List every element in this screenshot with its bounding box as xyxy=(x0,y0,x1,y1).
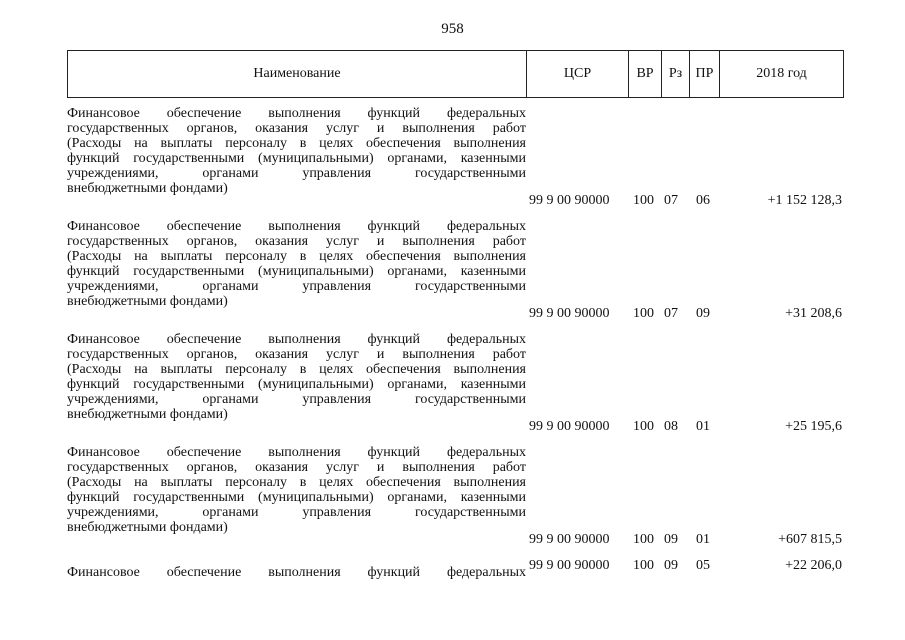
name-line: внебюджетными фондами) xyxy=(67,294,228,309)
row-amount: +1 152 128,3 xyxy=(767,193,842,208)
row-vr: 100 xyxy=(633,558,654,573)
name-line: Финансовое обеспечение выполнения функций федеральных xyxy=(67,106,526,121)
name-line: внебюджетными фондами) xyxy=(67,520,228,535)
row-codes xyxy=(67,558,844,573)
row-name xyxy=(67,106,526,196)
header-year: 2018 год xyxy=(756,66,807,81)
row-pr: 01 xyxy=(696,419,710,434)
name-line: учреждениями, органами управления государственными xyxy=(67,279,526,294)
row-pr: 05 xyxy=(696,558,710,573)
table-row xyxy=(67,332,844,434)
table-row xyxy=(67,106,844,208)
name-line: (Расходы на выплаты персоналу в целях обеспечения выполнения xyxy=(67,362,526,377)
name-line: (Расходы на выплаты персоналу в целях обеспечения выполнения xyxy=(67,136,526,151)
name-line: (Расходы на выплаты персоналу в целях обеспечения выполнения xyxy=(67,249,526,264)
row-codes xyxy=(67,419,844,434)
row-name xyxy=(67,332,526,422)
row-rz: 09 xyxy=(664,558,678,573)
row-amount: +607 815,5 xyxy=(778,532,842,547)
header-vr: ВР xyxy=(629,51,662,97)
row-rz: 08 xyxy=(664,419,678,434)
row-amount: +31 208,6 xyxy=(785,306,842,321)
row-rz: 07 xyxy=(664,193,678,208)
row-vr: 100 xyxy=(633,532,654,547)
row-pr: 01 xyxy=(696,532,710,547)
row-pr: 06 xyxy=(696,193,710,208)
name-line: функций государственными (муниципальными) органами, казенными xyxy=(67,377,526,392)
table-header xyxy=(67,50,844,98)
name-line: функций государственными (муниципальными) органами, казенными xyxy=(67,151,526,166)
row-name xyxy=(67,445,526,535)
name-line: (Расходы на выплаты персоналу в целях обеспечения выполнения xyxy=(67,475,526,490)
row-csr: 99 9 00 90000 xyxy=(529,532,610,547)
table-row xyxy=(67,445,844,547)
table-row xyxy=(67,219,844,321)
name-line: Финансовое обеспечение выполнения функций федеральных xyxy=(67,332,526,347)
name-line: функций государственными (муниципальными) органами, казенными xyxy=(67,264,526,279)
row-name xyxy=(67,219,526,309)
row-rz: 07 xyxy=(664,306,678,321)
name-line: Финансовое обеспечение выполнения функций федеральных xyxy=(67,445,526,460)
row-codes xyxy=(67,193,844,208)
name-line: государственных органов, оказания услуг и выполнения работ xyxy=(67,121,526,136)
name-line: государственных органов, оказания услуг и выполнения работ xyxy=(67,460,526,475)
header-pr: ПР xyxy=(690,51,720,97)
row-pr: 09 xyxy=(696,306,710,321)
name-line: внебюджетными фондами) xyxy=(67,181,228,196)
header-csr: ЦСР xyxy=(527,51,629,97)
row-csr: 99 9 00 90000 xyxy=(529,306,610,321)
row-vr: 100 xyxy=(633,419,654,434)
row-vr: 100 xyxy=(633,193,654,208)
name-line: учреждениями, органами управления государственными xyxy=(67,166,526,181)
row-rz: 09 xyxy=(664,532,678,547)
row-csr: 99 9 00 90000 xyxy=(529,419,610,434)
row-csr: 99 9 00 90000 xyxy=(529,193,610,208)
row-vr: 100 xyxy=(633,306,654,321)
name-line: государственных органов, оказания услуг и выполнения работ xyxy=(67,347,526,362)
name-line: учреждениями, органами управления государственными xyxy=(67,392,526,407)
table-row xyxy=(67,558,844,582)
name-line: внебюджетными фондами) xyxy=(67,407,228,422)
page-number: 958 xyxy=(441,21,464,37)
row-amount: +22 206,0 xyxy=(785,558,842,573)
name-line: функций государственными (муниципальными) органами, казенными xyxy=(67,490,526,505)
name-line: Финансовое обеспечение выполнения функций федеральных xyxy=(67,565,526,580)
name-line: Финансовое обеспечение выполнения функций федеральных xyxy=(67,219,526,234)
row-codes xyxy=(67,532,844,547)
row-csr: 99 9 00 90000 xyxy=(529,558,610,573)
name-line: государственных органов, оказания услуг и выполнения работ xyxy=(67,234,526,249)
row-amount: +25 195,6 xyxy=(785,419,842,434)
header-name: Наименование xyxy=(68,51,527,97)
row-codes xyxy=(67,306,844,321)
name-line: учреждениями, органами управления государственными xyxy=(67,505,526,520)
header-rz: Рз xyxy=(662,51,690,97)
